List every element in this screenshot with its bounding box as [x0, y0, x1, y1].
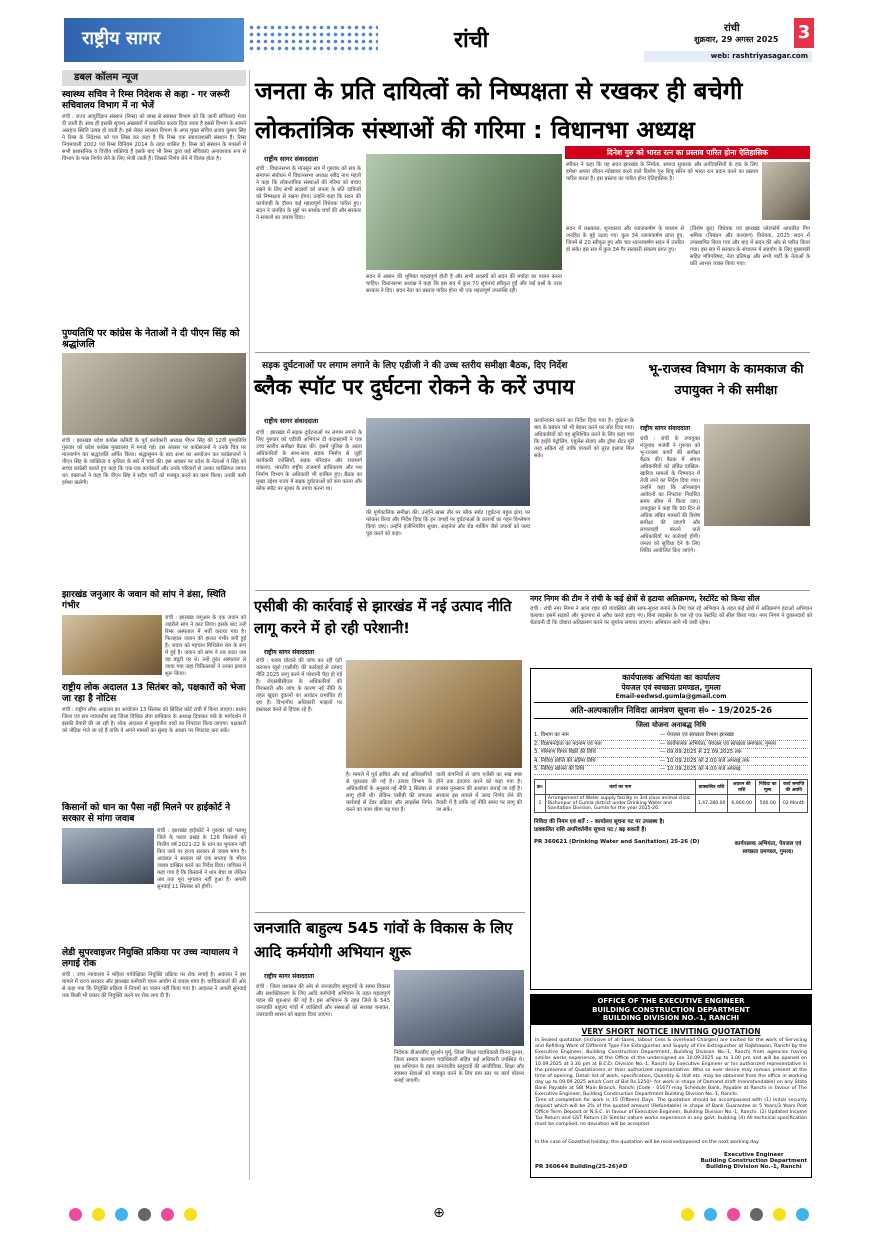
- tender-dept: पेयजल एवं स्वच्छता प्रमण्डल, गुमला: [621, 683, 721, 692]
- dc-portrait: [704, 424, 810, 526]
- lead-byline: राष्ट्रीय सागर संवाददाता: [264, 155, 319, 163]
- tender-sign: कार्यपालक अभियंता, पेयजल एवं स्वच्छता प्रमण्डल, गुमला।: [734, 840, 802, 855]
- tender-table-header-cell: कार्य का नाम: [545, 779, 695, 794]
- liquor-photo: [346, 660, 522, 768]
- municipal-body: रांची : रांची नगर निगम ने आज शहर को व्यवस्थित और साफ-सुथरा बनाने के लिए चल रहे अभियान के तहत कई क्षेत्रों में अतिक्रमण हटाओ अभियान चलाया। इसमें सड़कों और फुटपाथ से अवैध कब्जे हटाए गए। बिना लाइसेंस के चल रहे एक रेस्टोरेंट को सील किया गया। नगर निगम ने दुकानदारों को चेतावनी दी कि दोबारा अतिक्रमण करने पर जुर्माना लगाया जाएगा। अभियान आगे भी जारी रहेगा।: [530, 606, 812, 626]
- dots-left: [64, 1206, 202, 1222]
- tender-table-cell: 6,900.00: [728, 794, 756, 812]
- tender-footer-1: निविदा की नियम एवं शर्तें : - कार्यालय सूचना पट पर उपलब्ध है।: [534, 818, 665, 825]
- tender-info-value: — 10.09.2025 को 4.00 बजे अपराह्न: [660, 766, 741, 772]
- tender-info-key: 1. विभाग का नाम: [534, 732, 569, 738]
- tender-info-key: 3. परिमाण विपत्र बिक्री की तिथि: [534, 749, 596, 755]
- lead-body-4: स्पीकर ने कहा कि यह सदन झारखंड के निर्माता, समाज सुधारक और आदिवासियों के हक के लिए हमेशा अपना जीवन न्योछावर करने वाले दिशोम गुरु शिबू सोरेन को भारत रत्न प्रदान करने का प्रस्ताव पारित करता है। इस प्रस्ताव का पारित होना ऐतिहासिक है।: [566, 162, 758, 182]
- tender-footer-2: प्राक्कलित राशि अपरिवर्तनीय सूचना पट / बढ़ सकती है।: [534, 826, 647, 833]
- brief-body-1: रांची : राज्य आयुर्विज्ञान संस्थान (रिम्स) को लाख से स्वास्थ्य विभाग को कि जानी संचिकाएं भेजा दी जाती है। साथ ही इसकी सूचना अखबारों में प्रकाशित करवा दिया जाता है इससे विभाग के सामने असहज स्थिति उत्पन्न हो जाती है। इसे लेकर स्वास्थ्य विभाग के अपर मुख्य सचिव अजय कुमार सिंह ने रिम्स के निदेशक को पत्र लिख कर कहा है कि रिम्स एक स्वायत्तशासी संस्थान है। रिम्स नियमावली 2002 एवं रिम्स विनियम 2014 के तहत शासित है। रिम्स को संस्थान के मामलों में सभी प्रशासनिक व वित्तीय शक्तियां हैं इसके बाद भी रिम्स द्वारा कई संचिकाएं अनावश्यक रूप से विभाग के पास निर्णय लेने के लिए भेजी जाती हैं। जिससे निर्णय लेने में विलंब होता है।: [62, 114, 246, 162]
- section-tag: डबल कॉलम न्यूज: [62, 70, 246, 86]
- excise-body-1: रांची : शराब घोटाले की जांच कर रही एंटी करप्शन ब्यूरो (एसीबी) की कार्रवाई से उत्पाद नीति 2025 लागू करने में परेशानी पैदा हो गई है। जेएसबीसीएल के अधिकारियों की गिरफ्तारी और जांच के कारण नई नीति के तहत खुदरा दुकानों का आवंटन प्रभावित हो रहा है। विभागीय अधिकारी फाइलों पर हस्ताक्षर करने से हिचक रहे हैं।: [256, 658, 342, 713]
- tender-info-row: [534, 749, 808, 758]
- excise-headline: एसीबी की कार्रवाई से झारखंड में नई उत्पाद नीति लागू करने में हो रही परेशानी!: [254, 599, 512, 637]
- masthead-city: रांची: [454, 28, 489, 53]
- tender-table-row: [535, 794, 808, 812]
- lead-bottom-rule: [255, 352, 810, 353]
- masthead-right-city: रांची: [724, 23, 740, 34]
- tender-office: कार्यपालक अभियंता का कार्यालय: [622, 673, 720, 682]
- brief-body-4: रांची : राष्ट्रीय लोक अदालत का आयोजन 13 सितंबर को सिविल कोर्ट रांची में किया जाएगा। प्रधान जिला एवं सत्र न्यायाधीश सह जिला विधिक सेवा प्राधिकार के अध्यक्ष दिवाकर पांडे के मार्गदर्शन में इसकी तैयारी की जा रही है। लोक अदालत में सुलहनीय वादों का निपटारा किया जाएगा। पक्षकारों को नोटिस भेजे जा रहे हैं ताकि वे अपने मामलों का सुलह के आधार पर निपटारा करा सकें।: [62, 707, 246, 734]
- tender-table-cell: 02 Month: [780, 794, 808, 812]
- lead-body-1: रांची : विधानसभा के मानसून सत्र में गुरुवार को सत्र के समापन संबोधन में विधानसभा अध्यक्ष रबींद्र नाथ महतो ने कहा कि लोकतांत्रिक संस्थाओं की गरिमा को बचाए रखने के लिए सभी सदस्यों को जनता के प्रति दायित्वों को निष्पक्षता से रखना होगा। उन्होंने कहा कि सदन की कार्यवाही के दौरान कई महत्वपूर्ण विधेयक पारित हुए। सदन ने जनहित के मुद्दों पर सार्थक चर्चा की और सरकार ने सवालों का जवाब दिया।: [256, 166, 361, 221]
- quotation-body: In Sealed quotation (inclusive of all taxes, labour Cess & overhead Charges) are invited for the work of Servicing and Refilling Work of Different Type Fire Extinguisher and Supply of Fire Extinguisher at Rajbhawan, Ranchi by the Executive Engineer, Building Construction Department, Building Division No.-1, Ranchi from agencies having similar works experience, at the Office of the undersigned on 10.09.2025 up to 3.00 pm and will be opened on 10.09.2025 at 3.30 pm at B.C.D. Division No.-1, Ranchi by Executive Engineer or his authorized representative in the presence of Quotationers or their authorized representative. Who so ever desire may remain present at the time of opening. Detail list of work, specification, Quantity & Unit etc. may be obtained from the office in working day up to 09.09.2025 which Cost of Bid Rs.1250/- for work in shape of Demand draft (nonrefundable) on any State Bank Payable at SBI Main Branch, Ranchi (Code - 0167) may Schedule Bank, Payable at Ranchi in favour of The Executive Engineer, Building Construction Department Building Division No.-1, Ranchi.: [535, 1037, 807, 1097]
- brief-headline-6: लेडी सुपरवाइजर नियुक्ति प्रकिया पर उच्च न्यायालय ने लगाई रोक: [62, 948, 238, 969]
- tender-info-key: 4. निविदा प्राप्ति की अंतिम तिथि: [534, 757, 596, 764]
- speaker-portrait: [762, 162, 810, 220]
- tribute-photo: [62, 353, 246, 435]
- tender-table: [534, 779, 808, 813]
- sign-line-1: Executive Engineer: [724, 1151, 784, 1158]
- tribal-byline: राष्ट्रीय सागर संवाददाता: [264, 973, 315, 980]
- lead-body-2: सदन में आसन की भूमिका महत्वपूर्ण होती है और सभी सदस्यों को सदन की मर्यादा का पालन करना चाहिए। विधानसभा अध्यक्ष ने कहा कि इस सत्र में कुल 70 सूचनाएं स्वीकृत हुईं और कई प्रश्नों के उत्तर सरकार ने दिए। सदन नेता का प्रस्ताव पारित होना भी एक महत्वपूर्ण उपलब्धि रही।: [366, 274, 562, 294]
- tender-table-header-cell: क्र०: [535, 779, 546, 794]
- tender-info-value: — पेयजल एवं स्वच्छता विभाग झारखंड: [660, 732, 734, 738]
- bhara-ratna-banner: [565, 146, 810, 159]
- tribal-headline: जनजाति बाहुल्य 545 गांवों के विकास के लिए आदि कर्मयोगी अभियान शुरू: [254, 919, 513, 961]
- brief-body-6: रांची : उच्च न्यायालय ने महिला पर्यवेक्षिका नियुक्ति प्रक्रिया पर रोक लगाई है। अदालत ने इस मामले में राज्य सरकार और झारखंड कर्मचारी चयन आयोग से जवाब मांगा है। याचिकाकर्ता की ओर से कहा गया कि नियुक्ति प्रक्रिया में नियमों का पालन नहीं किया गया है। अदालत ने अगली सुनवाई तक किसी भी प्रकार की नियुक्ति करने पर रोक लगा दी है।: [62, 972, 246, 999]
- masthead: [64, 18, 812, 64]
- quotation-body-3: In the case of Gazetted holiday, the quotation will be received/opened on the next working day.: [535, 1139, 760, 1145]
- tender-table-cell: 1: [535, 794, 546, 812]
- highcourt-photo: [62, 828, 154, 884]
- excise-byline: राष्ट्रीय सागर संवाददाता: [264, 649, 315, 656]
- mid-rule: [255, 590, 810, 591]
- meeting-photo: [366, 418, 530, 506]
- brief-body-3: रांची : झारखंड जगुआर के एक जवान को जहरीले सांप ने काट लिया। इसके बाद उन्हें रिम्स अस्पताल में भर्ती कराया गया है। फिलहाल जवान की हालत गंभीर बनी हुई है। जवान को पहचान मिथिलेश राम के रूप में हुई है। जवान को सांप ने तब काटा जब वह ड्यूटी पर थे। उन्हें तुरंत अस्पताल ले जाया गया जहां चिकित्सकों ने उनका इलाज शुरू किया।: [165, 615, 246, 677]
- blackspot-body-2: की पूर्णकालिक समीक्षा की। उन्होंने खास तौर पर ब्लैक स्पॉट (दुर्घटना बहुल क्षेत्र) पर फोकस किया और निर्देश दिया कि इन जगहों पर दुर्घटनाओं के कारणों का गहन विश्लेषण किया जाए। उन्होंने इंजीनियरिंग सुधार, साइनेज और रोड मार्किंग जैसे उपायों को जल्द पूरा करने को कहा।: [366, 510, 530, 537]
- office-line-1: OFFICE OF THE EXECUTIVE ENGINEER: [597, 997, 745, 1005]
- tender-table-header: [535, 779, 808, 794]
- lead-headline: जनता के प्रति दायित्वों को निष्पक्षता से रखकर ही बचेगी लोकतांत्रिक संस्थाओं की गरिमा : विधानभा अध्यक्ष: [255, 77, 743, 144]
- brief-headline-1: स्वास्थ्य सचिव ने रिम्स निदेशक से कहा - गर जरूरी सचिवालय विभाग में ना भेजें: [62, 90, 230, 111]
- brief-headline-5: किसानों को धान का पैसा नहीं मिलने पर हाईकोर्ट ने सरकार से मांगा जवाब: [62, 803, 231, 824]
- excise-body-3: वाली कंपनियों से जांच एजेंसी का रुख स्पष्ट होने तक इंतजार करने को कहा गया है। राजस्व नुकसान की आशंका जताई जा रही है। सरकार इस मामले में जल्द निर्णय लेने की तैयारी में है ताकि नई नीति समय पर लागू की जा सके।: [436, 772, 522, 813]
- tender-info-row: [534, 766, 808, 775]
- office-line-3: BUILDING DIVISION NO.-1, RANCHI: [602, 1014, 740, 1022]
- registration-mark-icon: ⊕: [433, 1205, 445, 1221]
- quotation-body-2: Time of completion for work is 15 (Fifteen) Days. The quotation should be accompanied with (1) Initial security deposit which will be 2% of the quoted amount (Refundable) in shape of Bank Guarantee or 5 Years/3 Years Post Office Term Deposit or N.S.C. in favour of Executive Engineer, Building Division No.-1, Ranchi. (2) Updated Income Tax Return and GST Return (3) Similar nature works experience in any govt. building (4) All technical specification must be complied, no deviation will be accepted.: [535, 1097, 807, 1127]
- assembly-photo: [366, 154, 562, 270]
- tribal-body-1: रांची : जिला प्रशासन की ओर से जनजातीय समुदायों के समग्र विकास और सशक्तिकरण के लिए आदि कर्मयोगी अभियान के तहत महत्वपूर्ण पहल की शुरुआत की गई है। इस अभियान के तहत जिले के 545 जनजाति बाहुल्य गांवों में व्यक्तियों और संस्थाओं को सशक्त बनाकर, उत्तरदायी शासन को बढ़ावा दिया जाएगा।: [256, 984, 390, 1018]
- left-column: [62, 70, 246, 1180]
- brief-body-5a: रांची : झारखंड हाईकोर्ट ने गुरुवार को पलामू जिले के पडवा प्रखंड के 126 किसानों को वित्तीय वर्ष 2021-22 के धान का भुगतान नहीं किए जाने पर राज्य सरकार से जवाब मांगा है। अदालत ने सरकार को एक सप्ताह के भीतर जवाब दाखिल करने का निर्देश दिया। याचिका में कहा गया है कि किसानों ने धान बेचा था लेकिन अब तक पूरा भुगतान नहीं हुआ है। अगली सुनवाई 11 सितंबर को होगी।: [157, 828, 246, 890]
- tender-table-header-cell: प्राक्कलित राशि: [695, 779, 728, 794]
- tender-table-header-cell: कार्य समाप्ति की अवधि: [780, 779, 808, 794]
- blackspot-strap: सड़क दुर्घटनाओं पर लगाम लगाने के लिए एडीजी ने की उच्च स्तरीय समीक्षा बैठक, दिए निर्देश: [262, 361, 568, 371]
- brief-headline-2: पुण्यतिथि पर कांग्रेस के नेताओं ने दी पीएन सिंह को श्रद्धांजलि: [62, 328, 240, 350]
- brief-body-5b: [62, 886, 246, 946]
- tender-ad: [530, 668, 812, 990]
- tender-info-row: [534, 732, 808, 741]
- lower-rule: [255, 912, 525, 913]
- color-registration-strip: [64, 1206, 814, 1222]
- tender-table-cell: Arrangement of Water supply facility in 3rd class animal clinic Bishunpur of Gumla district under Drinking Water and Sanitation Division, Gumla for the year 2025-26.: [545, 794, 695, 812]
- tender-title: अति-अल्पकालीन निविदा आमंत्रण सूचना सं० - 19/2025-26: [534, 702, 808, 719]
- tender-info-row: [534, 741, 808, 750]
- jawan-photo: [62, 615, 162, 675]
- brief-headline-3: झारखंड जनुआर के जवान को सांप ने डंसा, स्थिति गंभीर: [62, 590, 226, 611]
- office-line-2: BUILDING CONSTRUCTION DEPARTMENT: [592, 1005, 750, 1014]
- revenue-body-2: [704, 530, 810, 584]
- brief-headline-4: राष्ट्रीय लोक अदालत 13 सितंबर को, पक्षकारों को भेजा जा रहा है नोटिस: [62, 683, 246, 704]
- page-number-badge: [794, 18, 814, 48]
- quotation-header: [531, 995, 811, 1025]
- revenue-byline: राष्ट्रीय सागर संवाददाता: [640, 425, 691, 432]
- blackspot-headline: ब्लैक स्पॉट पर दुर्घटना रोकने के करें उपाय: [254, 375, 575, 399]
- blackspot-body-3: कार्यान्वयन करने का निर्देश दिया गया है। दुर्घटना के बाद के प्रबंधन को भी बेहतर करने पर जोर दिया गया। अधिकारियों को यह सुनिश्चित करने के लिए कहा गया कि हाईवे पेट्रोलिंग, एंबुलेंस सेवाएं और ट्रॉमा सेंटर पूरी तरह सक्रिय रहें ताकि घायलों को तुरंत इलाज मिल सके।: [534, 418, 634, 459]
- website: web: rashtriyasagar.com: [710, 52, 808, 60]
- quotation-title: VERY SHORT NOTICE INVITING QUOTATION: [581, 1026, 761, 1036]
- brand-banner: [64, 18, 244, 62]
- dot-pattern: [248, 24, 378, 54]
- banner-text: दिनेश गुरु को भारत रत्न का प्रस्ताव पारित होना ऐतिहासिक: [606, 148, 769, 157]
- tender-info-row: [534, 758, 808, 767]
- lead-body-3: सदन में प्रश्नकाल, शून्यकाल और ध्यानाकर्षण के माध्यम से जनहित के मुद्दे उठाए गए। कुल 34 ध्यानाकर्षण प्राप्त हुए, जिनमें से 20 स्वीकृत हुए और चार ध्यानाकर्षण सदन में उत्तरित हो सके। इस सत्र में कुल 34 गैर सरकारी संकल्प प्राप्त हुए।: [566, 226, 684, 253]
- revenue-body: रांची : रांची के उपायुक्त मंजूनाथ भजंत्री ने गुरुवार को भू-राजस्व कार्यों की समीक्षा बैठक की। बैठक में अंचल अधिकारियों को लंबित दाखिल-खारिज मामलों के निष्पादन में तेजी लाने का निर्देश दिया गया। उन्होंने कहा कि ऑनलाइन आवेदनों का निपटारा निर्धारित समय सीमा में किया जाए। उपायुक्त ने कहा कि 90 दिन से अधिक लंबित मामलों की विशेष समीक्षा की जाएगी और लापरवाही बरतने वाले अधिकारियों पर कार्रवाई होगी। जनता को सुविधा देने के लिए शिविर आयोजित किए जाएंगे।: [640, 436, 700, 554]
- tender-subtitle: जिला योजना अनाबद्ध निधि: [635, 721, 707, 729]
- municipal-headline: नगर निगम की टीम ने रांची के कई क्षेत्रों से हटाया अतिक्रमण, रेस्टोरेंट को किया सील: [530, 594, 760, 603]
- page-number: 3: [797, 22, 811, 43]
- masthead-date: शुक्रवार, 29 अगस्त 2025: [694, 35, 779, 44]
- web-bar: [644, 51, 812, 62]
- blackspot-byline: राष्ट्रीय सागर संवाददाता: [264, 417, 319, 425]
- quotation-ad: [530, 994, 812, 1178]
- tender-table-cell: 500.00: [755, 794, 779, 812]
- brand-name: राष्ट्रीय सागर: [82, 28, 161, 49]
- sign-line-3: Building Division No.-1, Ranchi: [705, 1163, 802, 1170]
- quotation-pr-no: PR 360644 Building(25-26)#D: [535, 1163, 628, 1170]
- tender-info-rows: [534, 732, 808, 775]
- column-divider: [249, 70, 250, 1180]
- tender-email: Email-eedwsd.gumla@gmail.com: [615, 693, 727, 700]
- tender-table-header-cell: निविदा का मूल्य: [755, 779, 779, 794]
- excise-body-2: है। मामले में पूर्व सचिव और कई अधिकारियों से पूछताछ की गई है। उत्पाद विभाग के अधिकारियों के अनुसार नई नीति 1 सितंबर से लागू होनी थी। लेकिन एसीबी की लगातार कार्रवाई से टेंडर प्रक्रिया और लाइसेंस निर्गत करने का काम धीमा पड़ गया है।: [346, 772, 432, 813]
- brief-body-2: रांची : झारखंड प्रदेश कांग्रेस कमिटी के पूर्व कार्यकारी अध्यक्ष पीएन सिंह की 12वीं पुण्यतिथि गुरुवार को प्रदेश कांग्रेस मुख्यालय में मनाई गई। इस अवसर पर कांग्रेसजनों ने उनके चित्र पर माल्यार्पण कर श्रद्धांजलि अर्पित किया। श्रद्धासुमन के बाद सभा का आयोजन कर कांग्रेसजनों ने पीएन सिंह के व्यक्तित्व व कृतित्व के बारे में चर्चा की। इस अवसर पर प्रदेश के नेताओं ने सिंह को सच्चा कांग्रेसी बताते हुए कहा कि एक-एक कार्यकर्ता और उनके परिवारों से उनका व्यक्तिगत लगाव था। वक्ताओं ने कहा कि पीएन सिंह ने सदैव पार्टी को मजबूत करने का काम किया। उनकी कमी हमेशा खलेगी।: [62, 438, 246, 486]
- tender-info-key: 2. विज्ञापनदाता का पदनाम एवं पता: [534, 740, 602, 747]
- blackspot-body-1: रांची : झारखंड में सड़क दुर्घटनाओं पर लगाम लगाने के लिए गुरुवार को एडीजी अभियान टी कंदास्वामी ने एक उच्च स्तरीय समीक्षा बैठक की। इसमें पुलिस के आला अधिकारियों के साथ-साथ सड़क निर्माण से जुड़ी कार्यकारी एजेंसियों, सड़क परिवहन और राजमार्ग मंत्रालय, भारतीय राष्ट्रीय राजमार्ग प्राधिकरण और पथ निर्माण विभाग के अधिकारी भी शामिल हुए। बैठक का मुख्य उद्देश्य राज्य में सड़क दुर्घटनाओं को कम करना और ब्लैक स्पॉट पर सुधार के उपाय करना था।: [256, 430, 362, 492]
- lead-body-5: (विशेष छूट) विधेयक एवं झारखंड प्लेटफॉर्म आधारित गिग श्रमिक (निबंधन और कल्याण) विधेयक, 2025 सदन में उपस्थापित किया गया और बाद में सदन की ओर से पारित किया गया। इस सत्र में सरकार के संचालन में सहयोग के लिए मुख्यमंत्री सहित मंत्रिपरिषद, नेता प्रतिपक्ष और सभी पार्टी के नेताओं के प्रति आभार व्यक्त किया गया।: [690, 226, 810, 267]
- tender-info-key: 5. निविदा खोलने की तिथि: [534, 766, 585, 772]
- sign-line-2: Building Construction Department: [700, 1157, 807, 1164]
- tribal-photo: [394, 970, 524, 1046]
- tender-pr-no: PR 360621 (Drinking Water and Sanitation) 25-26 (D): [534, 838, 700, 845]
- tender-table-cell: 1,47,280.00: [695, 794, 728, 812]
- tender-info-value: — कार्यपालक अभियंता, पेयजल एवं स्वच्छता प्रमण्डल, गुमला: [660, 740, 776, 747]
- dots-right: [676, 1206, 814, 1222]
- revenue-headline: भू-राजस्व विभाग के कामकाज की उपायुक्त ने की समीक्षा: [648, 361, 804, 397]
- tender-info-value: — 10.09.2025 को 2.00 बजे अपराह्न तक: [660, 757, 750, 764]
- tender-info-value: — 09.09.2025 से 22.09.2025 तक: [660, 749, 742, 755]
- tribal-body-2: निदेशक डीआरडीए सुदर्शन मुर्मू, जिला शिक्षा पदाधिकारी विनय कुमार, जिला समाज कल्याण पदाधिकारी सहित कई अधिकारी उपस्थित थे। इस अभियान के तहत जनजातीय समुदायों की आजीविका, शिक्षा और स्वास्थ्य सेवाओं को मजबूत करने के लिए ग्राम स्तर पर कार्य योजना बनाई जाएगी।: [394, 1050, 524, 1084]
- tender-table-header-cell: अग्रधन की राशि: [728, 779, 756, 794]
